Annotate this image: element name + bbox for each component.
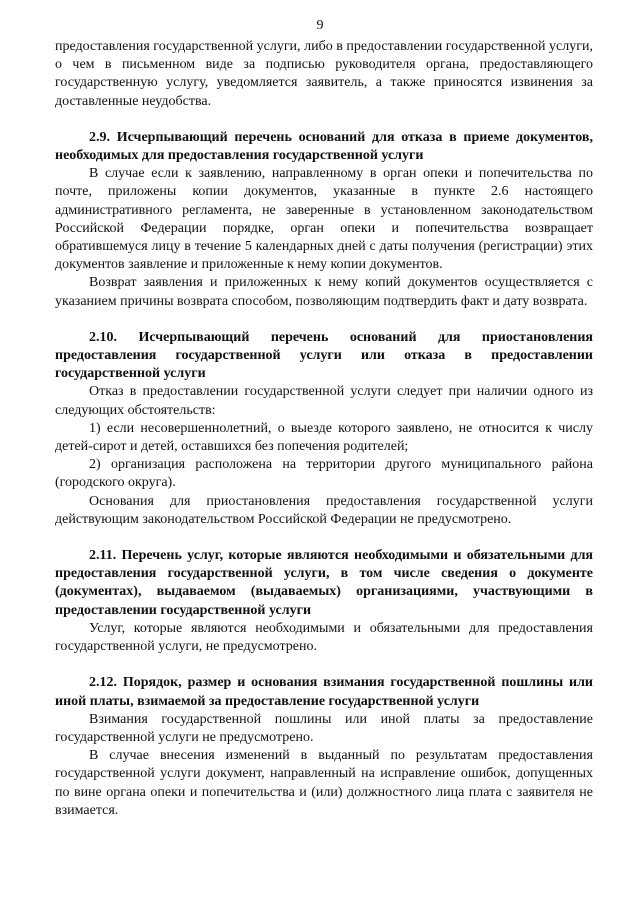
section-heading-2-9: 2.9. Исчерпывающий перечень оснований для отказа в приеме документов, необходимых для предоставления государственной услуги bbox=[55, 129, 593, 164]
section-2-10-list-item: 1) если несовершеннолетний, о выезде которого заявлено, не относится к числу детей-сирот и детей, оставшихся без попечения родителей; bbox=[55, 420, 593, 455]
section-2-12-paragraph: В случае внесения изменений в выданный по результатам предоставления государственной услуги документ, направленный на исправление ошибок, допущенных по вине органа опеки и попечительства и (или) должностного лица плата с заявителя не взимается. bbox=[55, 748, 593, 818]
section-2-9-paragraph: В случае если к заявлению, направленному в орган опеки и попечительства по почте, приложены копии документов, указанные в пункте 2.6 настоящего административного регламента, не заверенные в установленном законодательством Российской Федерации порядке, орган опеки и попечительства возвращает обратившемуся лицу в течение 5 календарных дней с даты получения (регистрации) этих документов заявление и приложенные к нему копии документов. bbox=[55, 166, 593, 273]
section-heading-2-12: 2.12. Порядок, размер и основания взимания государственной пошлины или иной платы, взимаемой за предоставление государственной услуги bbox=[55, 675, 593, 709]
intro-paragraph: предоставления государственной услуги, либо в предоставлении государственной услуги, о чем в письменном виде за подписью руководителя органа, предоставляющего государственную услугу, уведомляется заявитель, а также приносятся извинения за доставленные неудобства. bbox=[55, 39, 593, 109]
section-heading-2-10: 2.10. Исчерпывающий перечень оснований для приостановления предоставления государственной услуги или отказа в предоставлении государственной услуги bbox=[55, 329, 593, 382]
section-gap bbox=[55, 311, 593, 329]
section-heading-2-11: 2.11. Перечень услуг, которые являются необходимыми и обязательными для предоставления государственной услуги, в том числе сведения о документе (документах), выдаваемом (выдаваемых) организациями, участвующими в предоставлении государственной услуги bbox=[55, 548, 593, 618]
section-2-12-paragraph: Взимания государственной пошлины или иной платы за предоставление государственной услуги не предусмотрено. bbox=[55, 711, 593, 745]
section-2-10-paragraph: Отказ в предоставлении государственной услуги следует при наличии одного из следующих обстоятельств: bbox=[55, 384, 593, 418]
section-2-10-paragraph: Основания для приостановления предоставления государственной услуги действующим законодательством Российской Федерации не предусмотрено. bbox=[55, 493, 593, 527]
section-gap bbox=[55, 656, 593, 674]
page-number: 9 bbox=[316, 18, 324, 33]
section-gap bbox=[55, 529, 593, 547]
section-gap bbox=[55, 111, 593, 129]
section-2-10-list-item: 2) организация расположена на территории другого муниципального района (городского округа). bbox=[55, 457, 593, 491]
section-2-11-paragraph: Услуг, которые являются необходимыми и обязательными для предоставления государственной услуги, не предусмотрено. bbox=[55, 620, 593, 655]
section-2-9-paragraph: Возврат заявления и приложенных к нему копий документов осуществляется с указанием причины возврата способом, позволяющим подтвердить факт и дату возврата. bbox=[55, 275, 593, 309]
page-content bbox=[55, 38, 593, 820]
